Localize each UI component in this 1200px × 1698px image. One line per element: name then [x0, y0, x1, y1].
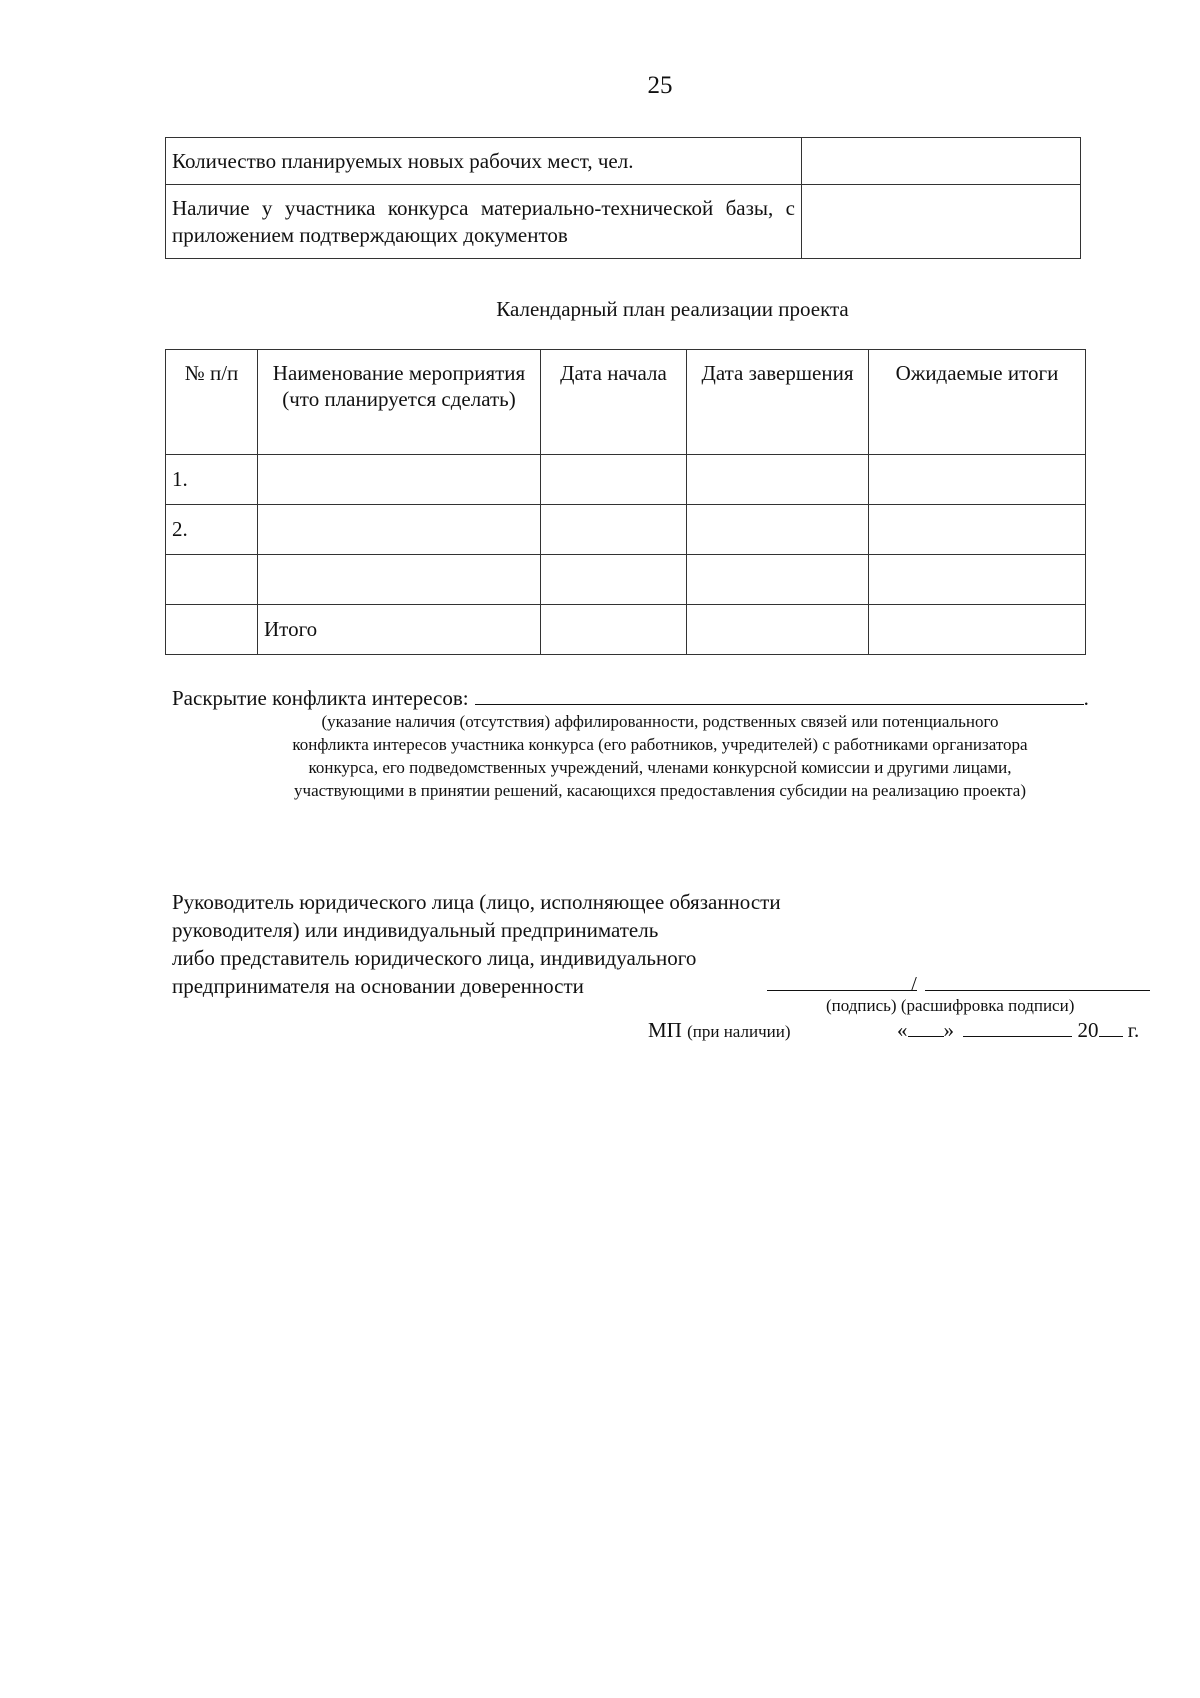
- activity-cell[interactable]: [258, 455, 541, 505]
- stamp-text: МП: [648, 1018, 682, 1042]
- year-input-line[interactable]: [1099, 1020, 1123, 1037]
- calendar-plan-table: [165, 349, 1086, 655]
- end-date-cell[interactable]: [687, 555, 869, 605]
- info-value[interactable]: [802, 138, 1081, 185]
- day-input-line[interactable]: [908, 1020, 944, 1037]
- table-row: [166, 555, 1086, 605]
- signer-line: руководителя) или индивидуальный предприниматель: [172, 918, 659, 942]
- signer-line: предпринимателя на основании доверенности: [172, 974, 584, 998]
- total-label: Итого: [258, 605, 541, 655]
- signer-line: Руководитель юридического лица (лицо, исполняющее обязанности: [172, 890, 781, 914]
- start-date-cell[interactable]: [541, 455, 687, 505]
- table-row: [166, 138, 1081, 185]
- quote-open: «: [897, 1018, 908, 1042]
- conflict-label: Раскрытие конфликта интересов:: [172, 686, 469, 710]
- signature-input-line[interactable]: [767, 990, 917, 991]
- conflict-input-line[interactable]: [475, 686, 1084, 705]
- end-date-cell[interactable]: [687, 455, 869, 505]
- row-number: 1.: [166, 455, 258, 505]
- year-prefix: 20: [1077, 1018, 1099, 1042]
- month-input-line[interactable]: [963, 1020, 1072, 1037]
- table-row-total: [166, 605, 1086, 655]
- row-number: [166, 605, 258, 655]
- info-label: Наличие у участника конкурса материально-технической базы, с приложением подтверждающих документов: [166, 185, 802, 259]
- conflict-note: (указание наличия (отсутствия) аффилированности, родственных связей или потенциального конфликта интересов участника конкурса (его работников, учредителей) с работниками организатора конкурса, его подведомственных учреждений, членами конкурсной комиссии и другими лицами, участвующими в принятии решений, касающихся предоставления субсидии на реализацию проекта): [292, 712, 1028, 800]
- header-expected-results: Ожидаемые итоги: [869, 350, 1086, 455]
- plan-title: Календарный план реализации проекта: [496, 297, 849, 321]
- start-date-cell[interactable]: [541, 555, 687, 605]
- header-end-date: Дата завершения: [687, 350, 869, 455]
- header-start-date: Дата начала: [541, 350, 687, 455]
- info-label: Количество планируемых новых рабочих мест, чел.: [166, 138, 802, 185]
- date-field: [897, 1018, 1139, 1043]
- activity-cell[interactable]: [258, 555, 541, 605]
- info-value[interactable]: [802, 185, 1081, 259]
- year-suffix: г.: [1127, 1018, 1140, 1042]
- signature-name-input-line[interactable]: [925, 990, 1150, 991]
- quote-close: »: [943, 1018, 954, 1042]
- results-cell[interactable]: [869, 605, 1086, 655]
- conflict-of-interest-line: [172, 686, 1089, 711]
- table-header-row: [166, 350, 1086, 455]
- activity-cell[interactable]: [258, 505, 541, 555]
- stamp-note: (при наличии): [687, 1022, 791, 1041]
- results-cell[interactable]: [869, 555, 1086, 605]
- table-row: [166, 505, 1086, 555]
- signature-separator: /: [911, 972, 917, 996]
- conflict-end-mark: .: [1083, 686, 1089, 710]
- signature-caption: (подпись) (расшифровка подписи): [826, 996, 1075, 1015]
- table-row: [166, 455, 1086, 505]
- results-cell[interactable]: [869, 455, 1086, 505]
- start-date-cell[interactable]: [541, 605, 687, 655]
- header-activity: Наименование мероприятия (что планируется сделать): [258, 350, 541, 455]
- row-number: [166, 555, 258, 605]
- page-number: 25: [647, 72, 673, 99]
- signer-line: либо представитель юридического лица, индивидуального: [172, 946, 697, 970]
- header-number: № п/п: [166, 350, 258, 455]
- start-date-cell[interactable]: [541, 505, 687, 555]
- table-row: [166, 185, 1081, 259]
- results-cell[interactable]: [869, 505, 1086, 555]
- info-table: [165, 137, 1081, 259]
- end-date-cell[interactable]: [687, 605, 869, 655]
- end-date-cell[interactable]: [687, 505, 869, 555]
- signer-description: [172, 888, 781, 1000]
- signature-field: [767, 972, 1150, 996]
- row-number: 2.: [166, 505, 258, 555]
- stamp-label: [648, 1018, 790, 1043]
